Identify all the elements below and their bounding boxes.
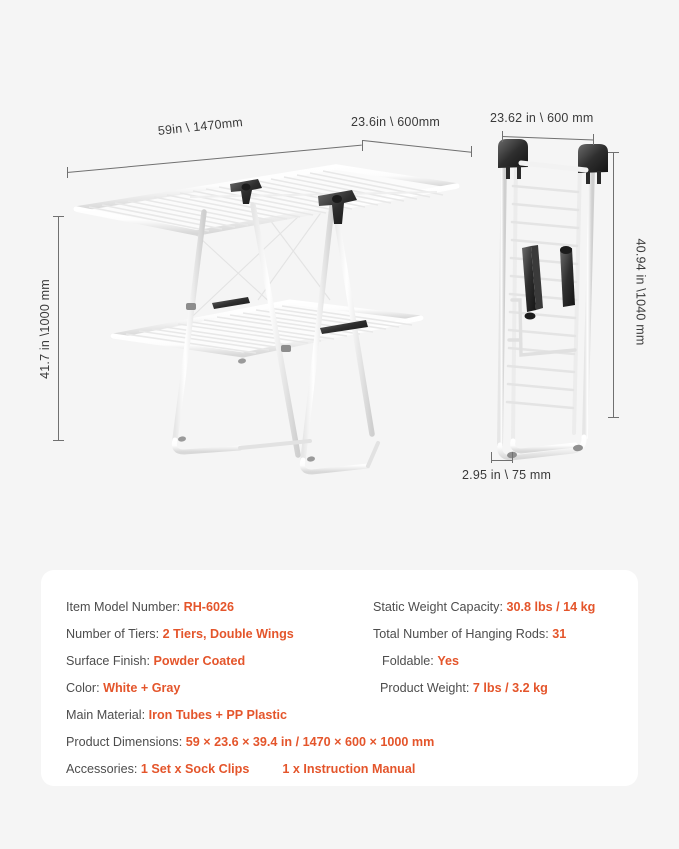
dim-tick-open-height-top: [53, 216, 64, 217]
dim-tick-folded-thickness-right: [512, 452, 513, 463]
dim-tick-open-height-bottom: [53, 440, 64, 441]
dim-line-open-height: [58, 216, 59, 440]
spec-row-accessories: [66, 756, 416, 783]
spec-label: Product Dimensions:: [66, 735, 183, 749]
dim-tick-folded-width-right: [593, 134, 594, 145]
spec-label: Static Weight Capacity:: [373, 600, 503, 614]
spec-row-number-of-tiers: [66, 621, 386, 648]
spec-label: Surface Finish:: [66, 654, 150, 668]
specification-card: [41, 570, 638, 786]
spec-row-product-dimensions: [66, 729, 435, 756]
dim-line-folded-height: [613, 152, 614, 417]
spec-right-column: [373, 594, 635, 702]
spec-value-secondary: 1 x Instruction Manual: [282, 762, 416, 776]
dim-label-folded-thickness: 2.95 in \ 75 mm: [462, 468, 552, 482]
dim-label-open-width: 59in \ 1470mm: [157, 115, 244, 138]
spec-value: RH-6026: [183, 600, 234, 614]
spec-label: Product Weight:: [380, 681, 470, 695]
spec-value: Iron Tubes + PP Plastic: [148, 708, 288, 722]
spec-value: Yes: [437, 654, 460, 668]
spec-label: Item Model Number:: [66, 600, 181, 614]
folded-rack-art: [498, 139, 608, 459]
spec-label: Number of Tiers:: [66, 627, 160, 641]
spec-label: Accessories:: [66, 762, 138, 776]
dim-label-open-depth: 23.6in \ 600mm: [351, 115, 440, 129]
top-tier: [76, 167, 457, 233]
spec-label: Total Number of Hanging Rods:: [373, 627, 549, 641]
dim-tick-folded-height-top: [608, 152, 619, 153]
dim-tick-open-depth-right: [471, 146, 472, 157]
dim-tick-open-width-right: [362, 140, 363, 151]
spec-label: Color:: [66, 681, 100, 695]
dim-tick-folded-width-left: [502, 131, 503, 142]
dim-tick-folded-thickness-left: [491, 452, 492, 463]
spec-row-product-weight: [373, 675, 635, 702]
spec-row-foldable: [373, 648, 635, 675]
spec-label: Foldable:: [382, 654, 434, 668]
spec-row-total-hanging-rods: [373, 621, 635, 648]
spec-row-surface-finish: [66, 648, 386, 675]
spec-row-color: [66, 675, 386, 702]
dim-tick-open-width-left: [67, 167, 68, 178]
dim-line-folded-thickness: [491, 460, 513, 461]
dim-label-open-height: 41.7 in \1000 mm: [37, 279, 52, 379]
dim-label-folded-width: 23.62 in \ 600 mm: [490, 111, 594, 125]
spec-label: Main Material:: [66, 708, 146, 722]
spec-value: White + Gray: [103, 681, 181, 695]
open-rack-art: [76, 167, 457, 472]
dim-tick-folded-height-bottom: [608, 417, 619, 418]
bottom-tier: [113, 302, 421, 355]
spec-value: Powder Coated: [153, 654, 246, 668]
spec-value: 31: [552, 627, 567, 641]
spec-value: 59 × 23.6 × 39.4 in / 1470 × 600 × 1000 mm: [185, 735, 435, 749]
spec-value: 30.8 lbs / 14 kg: [506, 600, 596, 614]
spec-value: 1 Set x Sock Clips: [140, 762, 250, 776]
spec-value: 7 lbs / 3.2 kg: [472, 681, 548, 695]
dim-label-folded-height: 40.94 in \1040 mm: [633, 238, 648, 346]
spec-row-static-weight-capacity: [373, 594, 635, 621]
spec-row-item-model-number: [66, 594, 386, 621]
spec-value: 2 Tiers, Double Wings: [162, 627, 294, 641]
spec-row-main-material: [66, 702, 386, 729]
